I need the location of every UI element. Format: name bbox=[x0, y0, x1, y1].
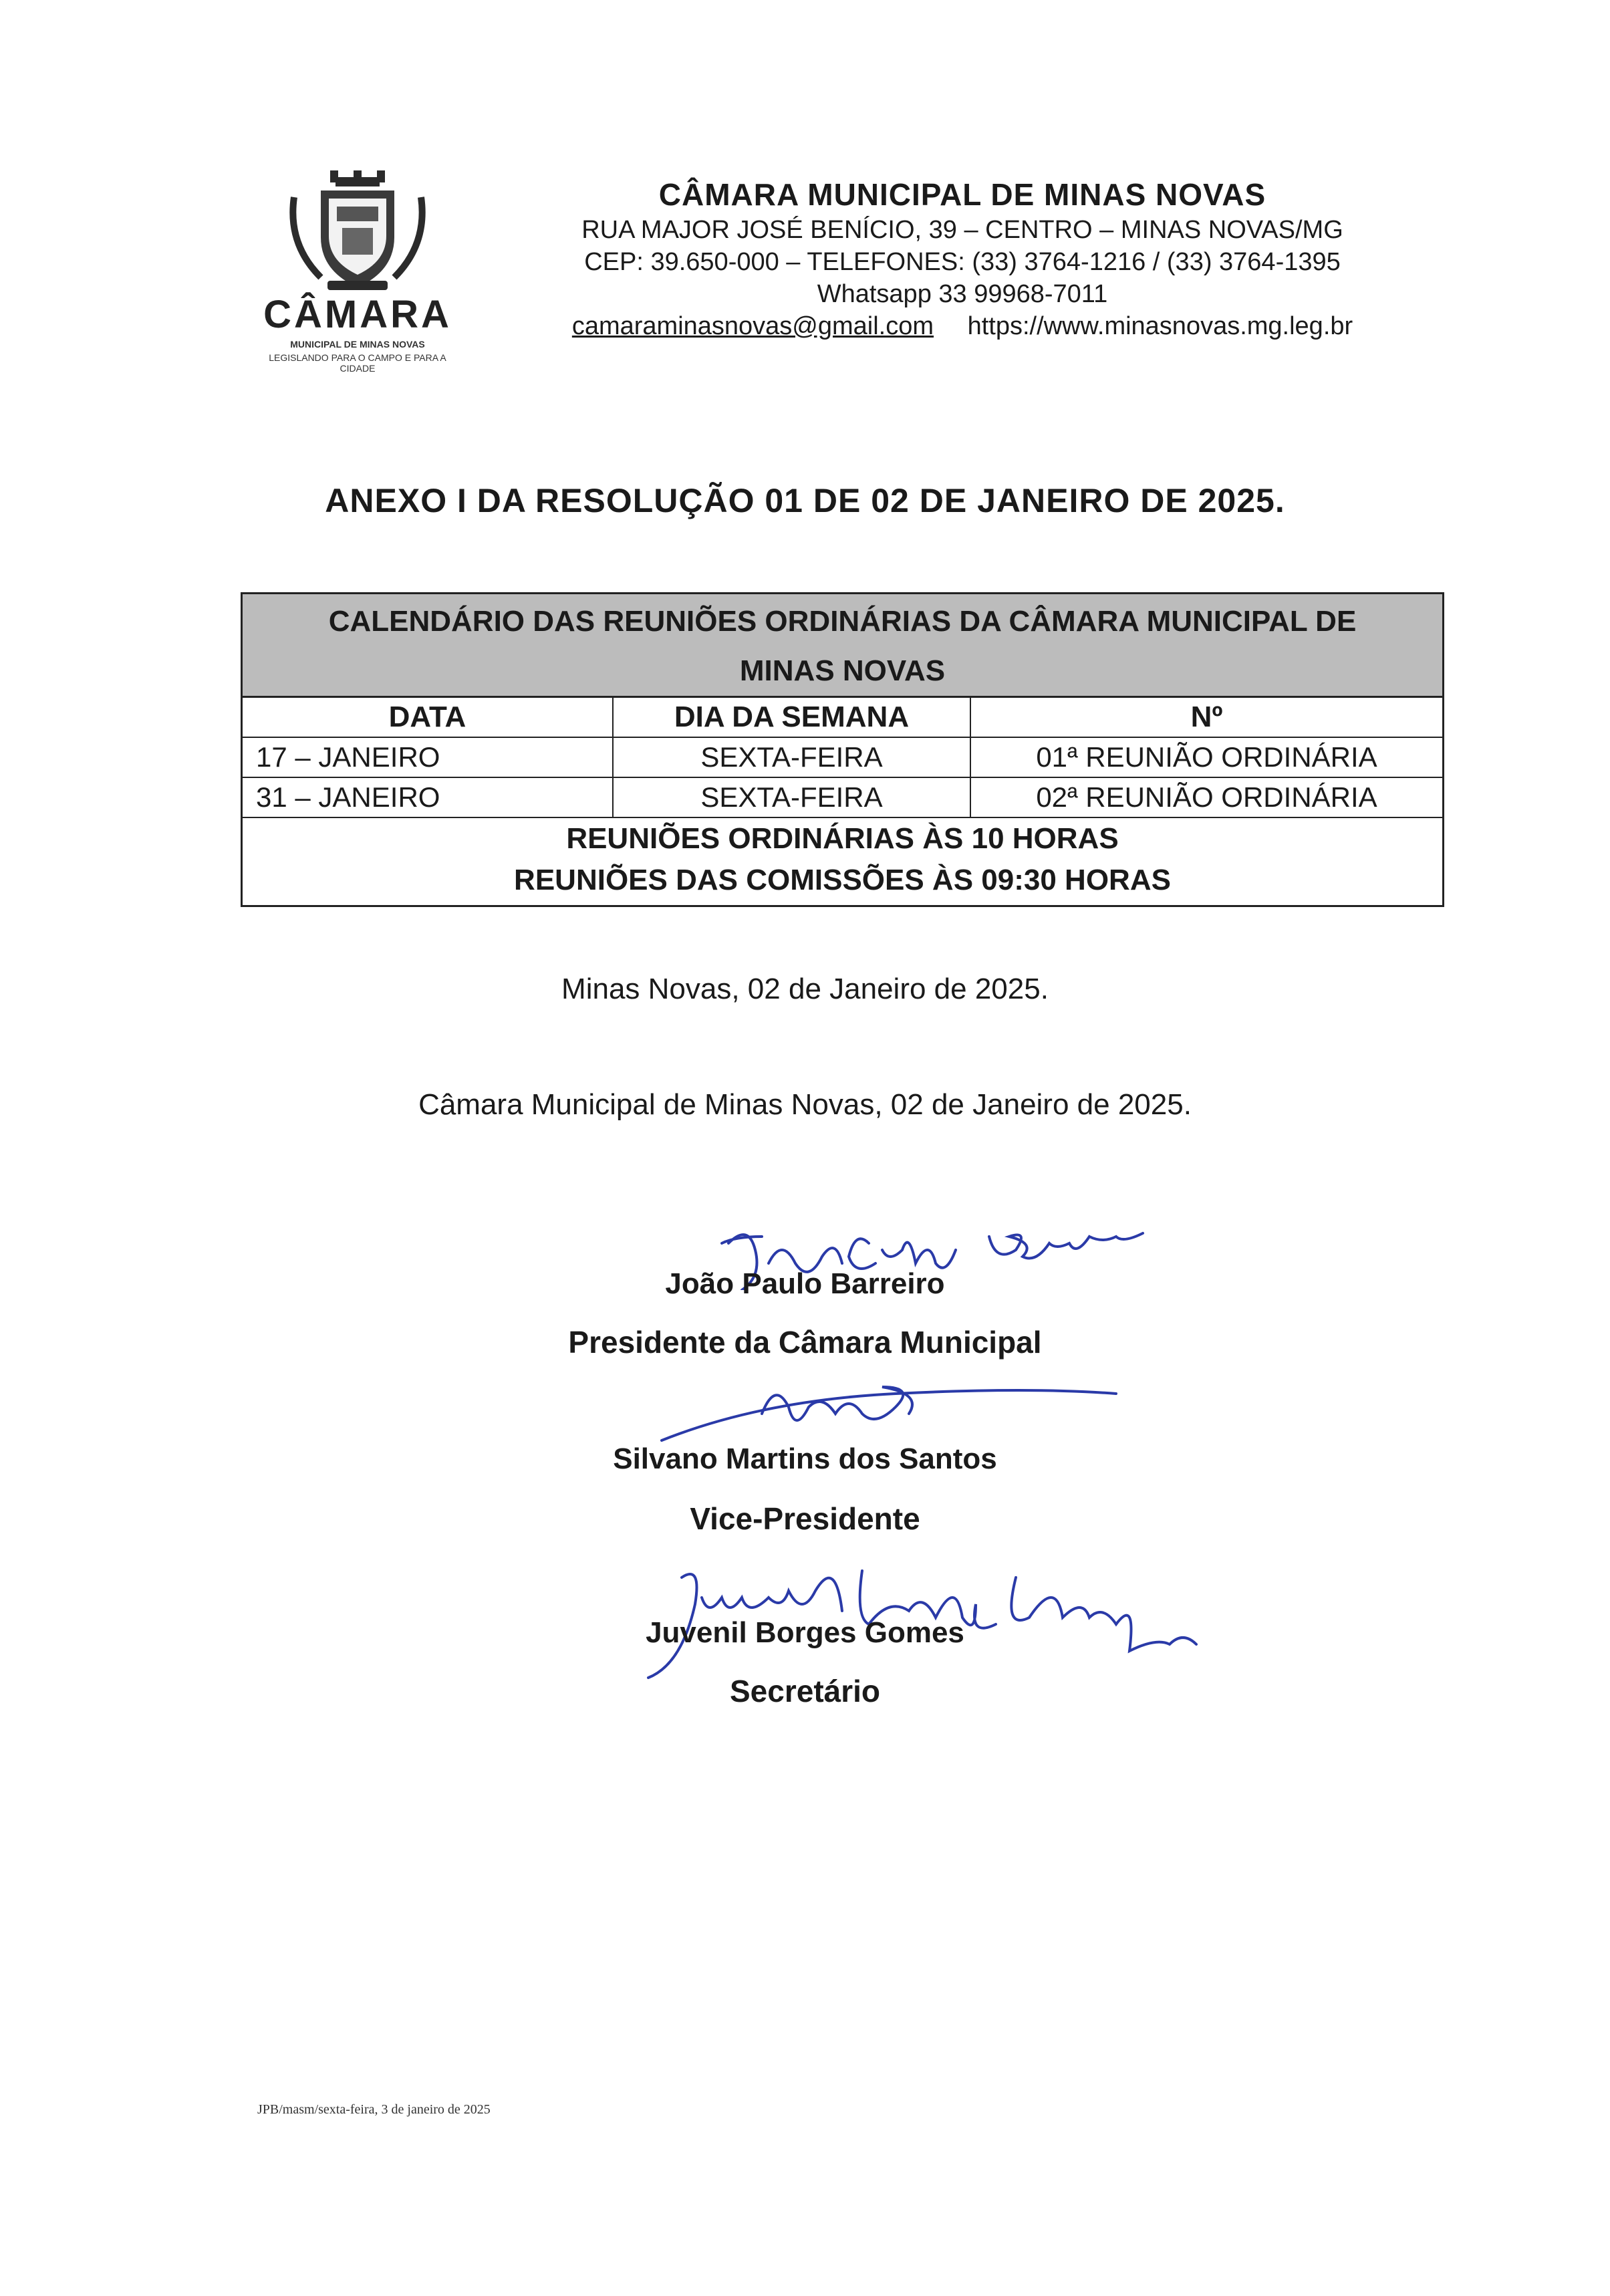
place-date: Minas Novas, 02 de Janeiro de 2025. bbox=[561, 973, 1049, 1005]
cell-date: 17 – JANEIRO bbox=[243, 738, 614, 777]
table-row bbox=[243, 738, 1442, 778]
calendar-title-line-2: MINAS NOVAS bbox=[739, 654, 946, 687]
signatory-vice-president bbox=[0, 1440, 1610, 1478]
signatory-name: Silvano Martins dos Santos bbox=[613, 1442, 997, 1475]
logo-subtitle: MUNICIPAL DE MINAS NOVAS bbox=[290, 339, 425, 350]
committee-time-note: REUNIÕES DAS COMISSÕES ÀS 09:30 HORAS bbox=[514, 864, 1171, 896]
logo-wordmark: CÂMARA bbox=[263, 293, 452, 336]
annex-title: ANEXO I DA RESOLUÇÃO 01 DE 02 DE JANEIRO DE 2025. bbox=[325, 482, 1285, 519]
signatory-vice-president-role-block bbox=[0, 1499, 1610, 1539]
table-row bbox=[243, 778, 1442, 818]
signatory-president bbox=[0, 1265, 1610, 1303]
signatory-secretary-role-block bbox=[0, 1671, 1610, 1711]
footer-reference: JPB/masm/sexta-feira, 3 de janeiro de 2025 bbox=[257, 2102, 491, 2117]
calendar-footer bbox=[243, 818, 1442, 905]
coat-of-arms-icon bbox=[281, 170, 434, 297]
cell-weekday: SEXTA-FEIRA bbox=[614, 738, 971, 777]
meeting-time-note: REUNIÕES ORDINÁRIAS ÀS 10 HORAS bbox=[566, 822, 1119, 855]
calendar-title bbox=[243, 594, 1442, 698]
signatory-role: Secretário bbox=[729, 1674, 880, 1708]
table-header-row bbox=[243, 698, 1442, 738]
signatory-name: João Paulo Barreiro bbox=[665, 1267, 945, 1300]
column-header-date: DATA bbox=[243, 698, 614, 737]
cell-meeting: 01ª REUNIÃO ORDINÁRIA bbox=[1036, 741, 1377, 773]
logo-motto: LEGISLANDO PARA O CAMPO E PARA A CIDADE bbox=[269, 352, 446, 374]
calendar-table bbox=[241, 592, 1444, 907]
org-name: CÂMARA MUNICIPAL DE MINAS NOVAS bbox=[658, 177, 1266, 212]
org-address: RUA MAJOR JOSÉ BENÍCIO, 39 – CENTRO – MINAS NOVAS/MG bbox=[581, 216, 1343, 244]
chamber-date: Câmara Municipal de Minas Novas, 02 de Janeiro de 2025. bbox=[418, 1088, 1192, 1121]
letterhead bbox=[528, 175, 1397, 342]
column-header-weekday: DIA DA SEMANA bbox=[614, 698, 971, 737]
org-website-link[interactable]: https://www.minasnovas.mg.leg.br bbox=[967, 312, 1353, 340]
signatory-name: Juvenil Borges Gomes bbox=[646, 1616, 964, 1649]
org-whatsapp: Whatsapp 33 99968-7011 bbox=[817, 280, 1108, 308]
org-email-link[interactable]: camaraminasnovas@gmail.com bbox=[571, 312, 934, 340]
column-header-number: Nº bbox=[1190, 700, 1223, 733]
signatory-secretary bbox=[0, 1614, 1610, 1652]
chamber-logo bbox=[254, 170, 461, 374]
calendar-title-line-1: CALENDÁRIO DAS REUNIÕES ORDINÁRIAS DA CÂMARA MUNICIPAL DE bbox=[328, 605, 1357, 638]
cell-weekday: SEXTA-FEIRA bbox=[614, 778, 971, 817]
signatory-role: Vice-Presidente bbox=[690, 1501, 920, 1536]
cell-date: 31 – JANEIRO bbox=[243, 778, 614, 817]
cell-meeting: 02ª REUNIÃO ORDINÁRIA bbox=[1036, 781, 1377, 813]
signatory-president-role-block bbox=[0, 1322, 1610, 1362]
signatory-role: Presidente da Câmara Municipal bbox=[568, 1325, 1042, 1360]
org-cep-phones: CEP: 39.650-000 – TELEFONES: (33) 3764-1216 / (33) 3764-1395 bbox=[584, 248, 1341, 276]
